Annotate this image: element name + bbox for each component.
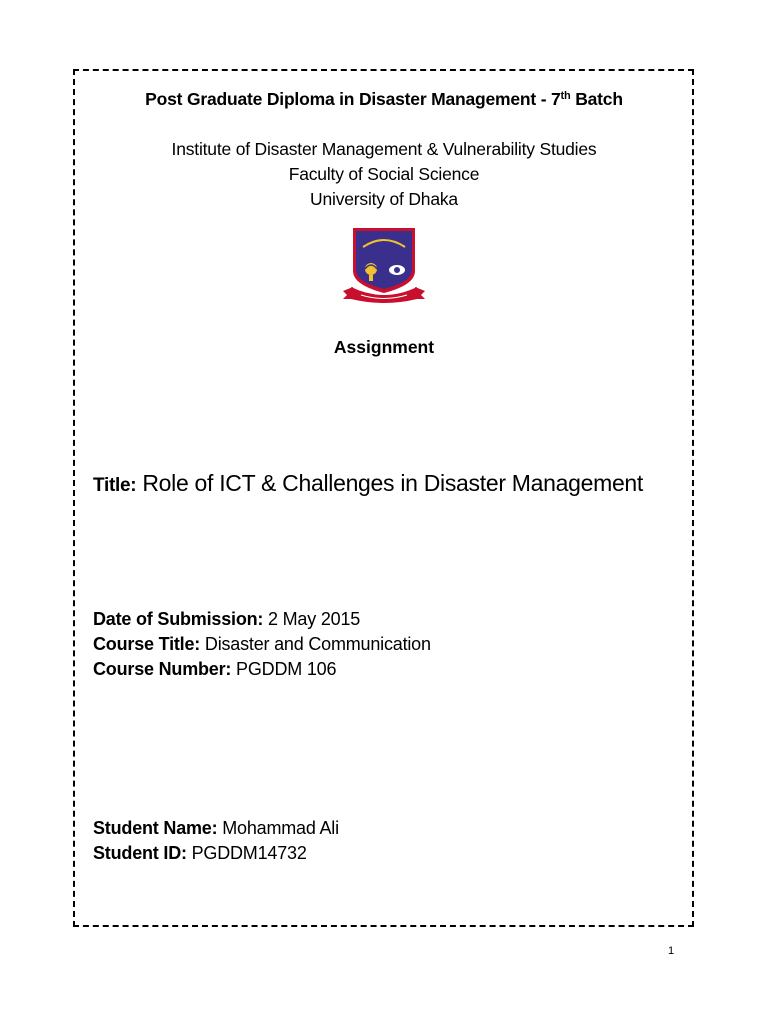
university-of-dhaka-crest-icon [339, 225, 429, 307]
faculty-name: Faculty of Social Science [288, 164, 480, 184]
institute-name: Institute of Disaster Management & Vulnerability Studies [171, 139, 597, 159]
course-number-label: Course Number: [93, 659, 232, 679]
title-label: Title: [93, 475, 137, 496]
student-name-label: Student Name: [93, 818, 218, 838]
student-name-line [93, 818, 339, 839]
student-id-value: PGDDM14732 [186, 843, 307, 863]
course-title-line [93, 634, 431, 655]
date-value: 2 May 2015 [263, 609, 361, 629]
course-number-line [93, 659, 336, 680]
assignment-title [93, 470, 643, 497]
program-title: Post Graduate Diploma in Disaster Management - 7th Batch [145, 89, 623, 109]
ordinal-superscript: th [560, 90, 571, 102]
course-title-label: Course Title: [93, 634, 201, 654]
course-title-value: Disaster and Communication [200, 634, 431, 654]
student-id-label: Student ID: [93, 843, 187, 863]
student-id-line [93, 843, 307, 864]
university-name: University of Dhaka [310, 189, 458, 209]
course-number-value: PGDDM 106 [231, 659, 337, 679]
student-name-value: Mohammad Ali [217, 818, 339, 838]
page-number: 1 [668, 945, 675, 957]
title-value: Role of ICT & Challenges in Disaster Management [136, 470, 644, 496]
submission-date-line [93, 609, 360, 630]
document-type-heading: Assignment [333, 337, 435, 357]
date-label: Date of Submission: [93, 609, 264, 629]
